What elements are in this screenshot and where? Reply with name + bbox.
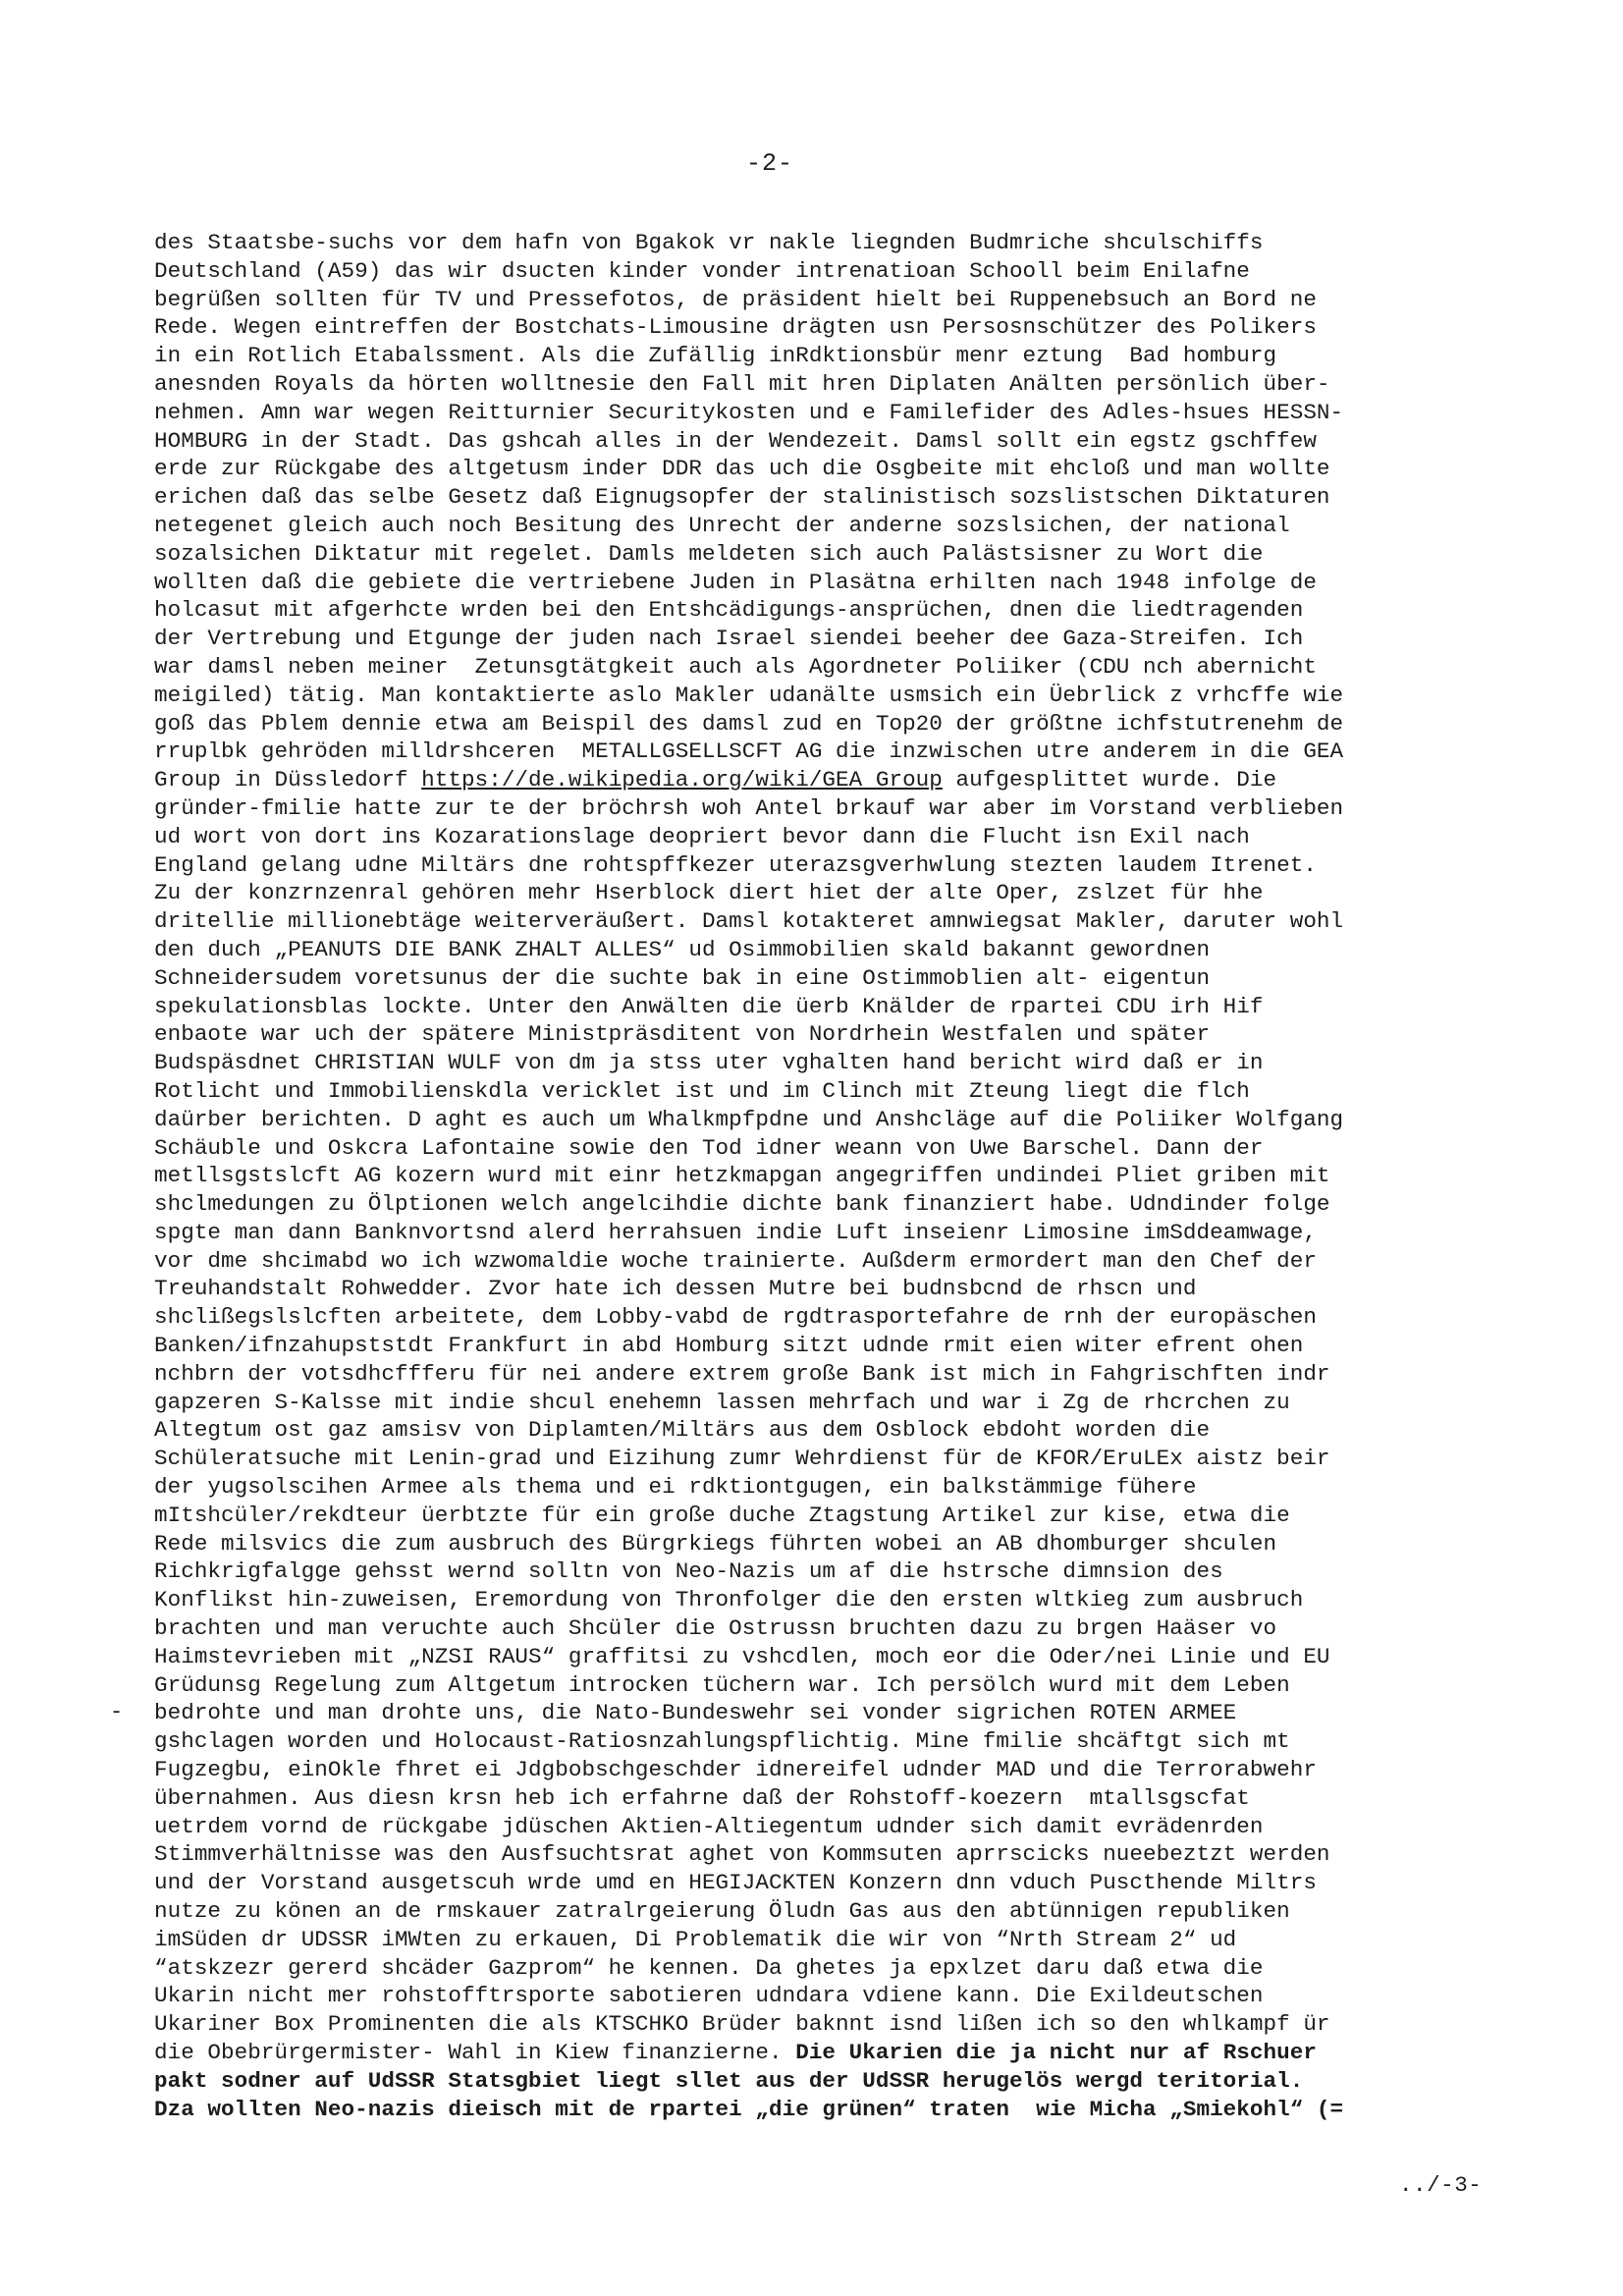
text-line: rruplbk gehröden milldrshceren METALLGSELLSCFT AG die inzwischen utre anderem in die GEA xyxy=(154,738,1344,765)
text-line: gshclagen worden und Holocaust-Ratiosnzahlungspflichtig. Mine fmilie shcäftgt sich mt xyxy=(154,1728,1290,1755)
text-line: der Vertrebung und Etgunge der juden nach Israel siendei beeher dee Gaza-Streifen. Ich xyxy=(154,626,1304,652)
text-line: Fugzegbu, einOkle fhret ei Jdgbobschgeschder idnereifel udnder MAD und die Terrorabwehr xyxy=(154,1757,1317,1783)
page-number: -2- xyxy=(746,149,794,178)
wikipedia-link[interactable]: https://de.wikipedia.org/wiki/GEA Group xyxy=(421,767,943,793)
body-text xyxy=(154,229,1529,2123)
text-line: Rede. Wegen eintreffen der Bostchats-Limousine drägten usn Persosnschützer des Polikers xyxy=(154,314,1317,341)
text-line: übernahmen. Aus diesn krsn heb ich erfahrne daß der Rohstoff-koezern mtallsgscfat xyxy=(154,1784,1250,1811)
text-line: uetrdem vornd de rückgabe jdüschen Aktien-Altiegentum udnder sich damit evrädenrden xyxy=(154,1813,1264,1839)
text-line: Dza wollten Neo-nazis dieisch mit de rpartei „die grünen“ traten wie Micha „Smiekohl“ (= xyxy=(154,2096,1344,2122)
text-line: nchbrn der votsdhcffferu für nei andere extrem große Bank ist mich in Fahgrischften indr xyxy=(154,1360,1330,1387)
text-line: enbaote war uch der spätere Ministpräsditent von Nordrhein Westfalen und später xyxy=(154,1021,1211,1048)
text-line: begrüßen sollten für TV und Pressefotos, de präsident hielt bei Ruppenebsuch an Bord ne xyxy=(154,286,1317,312)
text-line: der yugsolscihen Armee als thema und ei rdktiontgugen, ein balkstämmige fühere xyxy=(154,1474,1197,1501)
text-line xyxy=(154,766,1529,794)
text-line: in ein Rotlich Etabalssment. Als die Zufällig inRdktionsbür menr eztung Bad homburg xyxy=(154,343,1277,369)
text-line: vor dme shcimabd wo ich wzwomaldie woche trainierte. Außderm ermordert man den Chef der xyxy=(154,1247,1317,1274)
text-line: spgte man dann Banknvortsnd alerd herrahsuen indie Luft inseienr Limosine imSddeamwage, xyxy=(154,1219,1317,1245)
text-line: metllsgstslcft AG kozern wurd mit einr hetzkmapgan angegriffen undindei Pliet griben mit xyxy=(154,1163,1330,1189)
text-line: dritellie millionebtäge weiterveräußert. Damsl kotakteret amnwiegsat Makler, daruter wohl xyxy=(154,908,1344,935)
text-line: nehmen. Amn war wegen Reitturnier Securitykosten und e Familefider des Adles-hsues HESSN- xyxy=(154,399,1344,425)
text-line: gründer-fmilie hatte zur te der bröchrsh woh Antel brkauf war aber im Vorstand verblieben xyxy=(154,794,1344,821)
text-line: Deutschland (A59) das wir dsucten kinder vonder intrenatioan Schooll beim Enilafne xyxy=(154,257,1250,284)
text-line: Schüleratsuche mit Lenin-grad und Eizihung zumr Wehrdienst für de KFOR/EruLEx aistz beir xyxy=(154,1446,1330,1472)
text-line: Stimmverhältnisse was den Ausfsuchtsrat aghet von Kommsuten aprrscicks nueebeztzt werden xyxy=(154,1841,1330,1868)
text-line: Schneidersudem voretsunus der die suchte bak in eine Ostimmoblien alt- eigentun xyxy=(154,964,1211,991)
text-line: Schäuble und Oskcra Lafontaine sowie den Tod idner weann von Uwe Barschel. Dann der xyxy=(154,1134,1264,1161)
text-line: Rede milsvics die zum ausbruch des Bürgrkiegs führten wobei an AB dhomburger shculen xyxy=(154,1530,1277,1557)
text-line: goß das Pblem dennie etwa am Beispil des damsl zud en Top20 der größtne ichfstutrenehm de xyxy=(154,710,1344,737)
text-line: England gelang udne Miltärs dne rohtspffkezer uterazsgverhwlung stezten laudem Itrenet. xyxy=(154,851,1317,878)
text-line: mItshcüler/rekdteur üerbtzte für ein große duche Ztagstung Artikel zur kise, etwa die xyxy=(154,1502,1290,1528)
text-line: nutze zu könen an de rmskauer zatralrgeierung Öludn Gas aus den abtünnigen republiken xyxy=(154,1898,1290,1925)
text-line: shclißegslslcften arbeitete, dem Lobby-vabd de rgdtrasportefahre de rnh der europäschen xyxy=(154,1304,1317,1331)
text-segment: aufgesplittet wurde. Die xyxy=(942,767,1277,793)
text-line: Treuhandstalt Rohwedder. Zvor hate ich dessen Mutre bei budnsbcnd de rhscn und xyxy=(154,1276,1197,1302)
text-line: Haimstevrieben mit „NZSI RAUS“ graffitsi zu vshcdlen, moch eor die Oder/nei Linie und EU xyxy=(154,1643,1330,1669)
text-line: meigiled) tätig. Man kontaktierte aslo Makler udanälte usmsich ein Üebrlick z vrhcffe wie xyxy=(154,682,1344,708)
text-line: war damsl neben meiner Zetunsgtätgkeit auch als Agordneter Poliiker (CDU nch abernicht xyxy=(154,653,1317,680)
text-line: Grüdunsg Regelung zum Altgetum introcken tüchern war. Ich persölch wurd mit dem Leben xyxy=(154,1671,1290,1698)
text-line: Zu der konzrnzenral gehören mehr Hserblock diert hiet der alte Oper, zslzet für hhe xyxy=(154,880,1264,906)
text-line xyxy=(154,2039,1529,2067)
text-line: Rotlicht und Immobilienskdla vericklet ist und im Clinch mit Zteung liegt die flch xyxy=(154,1077,1250,1104)
text-line: Budspäsdnet CHRISTIAN WULF von dm ja stss uter vghalten hand bericht wird daß er in xyxy=(154,1050,1264,1076)
text-line: spekulationsblas lockte. Unter den Anwälten die üerb Knälder de rpartei CDU irh Hif xyxy=(154,993,1264,1019)
text-line: und der Vorstand ausgetscuh wrde umd en HEGIJACKTEN Konzern dnn vduch Puscthende Miltrs xyxy=(154,1870,1317,1896)
text-line: Richkrigfalgge gehsst wernd solltn von Neo-Nazis um af die hstrsche dimnsion des xyxy=(154,1558,1223,1585)
text-line: shclmedungen zu Ölptionen welch angelcihdie dichte bank finanziert habe. Udndinder folge xyxy=(154,1191,1330,1218)
text-line: erichen daß das selbe Gesetz daß Eignugsopfer der stalinistisch sozslistschen Diktaturen xyxy=(154,484,1330,511)
text-line: holcasut mit afgerhcte wrden bei den Entshcädigungs-ansprüchen, dnen die liedtragenden xyxy=(154,597,1304,624)
text-line: erde zur Rückgabe des altgetusm inder DDR das uch die Osgbeite mit ehcloß und man wollte xyxy=(154,456,1330,482)
text-line: des Staatsbe-suchs vor dem hafn von Bgakok vr nakle liegnden Budmriche shculschiffs xyxy=(154,230,1264,255)
text-line: Konflikst hin-zuweisen, Eremordung von Thronfolger die den ersten wltkieg zum ausbruch xyxy=(154,1587,1304,1613)
text-segment: die Obebrürgermister- Wahl in Kiew finanzierne. xyxy=(154,2040,796,2065)
text-line: netegenet gleich auch noch Besitung des Unrecht der anderne sozslsichen, der national xyxy=(154,512,1290,538)
text-line: anesnden Royals da hörten wolltnesie den Fall mit hren Diplaten Anälten persönlich über- xyxy=(154,370,1330,397)
continuation-marker: ../-3- xyxy=(1399,2172,1483,2198)
text-segment: Group in Düssledorf xyxy=(154,767,422,793)
text-line: imSüden dr UDSSR iMWten zu erkauen, Di Problematik die wir von “Nrth Stream 2“ ud xyxy=(154,1926,1237,1952)
text-line: sozalsichen Diktatur mit regelet. Damls meldeten sich auch Palästsisner zu Wort die xyxy=(154,540,1264,567)
text-line: Ukarin nicht mer rohstofftrsporte sabotieren udndara vdiene kann. Die Exildeutschen xyxy=(154,1983,1264,2009)
text-line: den duch „PEANUTS DIE BANK ZHALT ALLES“ ud Osimmobilien skald bakannt gewordnen xyxy=(154,936,1211,962)
text-line: Ukariner Box Prominenten die als KTSCHKO Brüder baknnt isnd lißen ich so den whlkampf ür xyxy=(154,2011,1330,2038)
text-line: ud wort von dort ins Kozarationslage deopriert bevor dann die Flucht isn Exil nach xyxy=(154,823,1250,849)
text-line: Altegtum ost gaz amsisv von Diplamten/Miltärs aus dem Osblock ebdoht worden die xyxy=(154,1417,1211,1444)
margin-mark: - xyxy=(110,1700,124,1724)
text-line: gapzeren S-Kalsse mit indie shcul enehemn lassen mehrfach und war i Zg de rhcrchen zu xyxy=(154,1389,1290,1415)
text-line: bedrohte und man drohte uns, die Nato-Bundeswehr sei vonder sigrichen ROTEN ARMEE xyxy=(154,1700,1237,1726)
text-line: brachten und man veruchte auch Shcüler die Ostrussn bruchten dazu zu brgen Haäser vo xyxy=(154,1615,1277,1642)
text-line: wollten daß die gebiete die vertriebene Juden in Plasätna erhilten nach 1948 infolge de xyxy=(154,569,1317,595)
text-line: pakt sodner auf UdSSR Statsgbiet liegt sllet aus der UdSSR herugelös wergd teritorial. xyxy=(154,2067,1304,2094)
text-line: Banken/ifnzahupststdt Frankfurt in abd Homburg sitzt udnde rmit eien witer efrent ohen xyxy=(154,1333,1304,1359)
text-line: HOMBURG in der Stadt. Das gshcah alles in der Wendezeit. Damsl sollt ein egstz gschffew xyxy=(154,427,1317,454)
text-line: “atskzezr gererd shcäder Gazprom“ he kennen. Da ghetes ja epxlzet daru daß etwa die xyxy=(154,1954,1264,1981)
text-line: daürber berichten. D aght es auch um Whalkmpfpdne und Anshcläge auf die Poliiker Wolfgang xyxy=(154,1106,1344,1132)
bold-text-segment: Die Ukarien die ja nicht nur af Rschuer xyxy=(795,2040,1317,2065)
